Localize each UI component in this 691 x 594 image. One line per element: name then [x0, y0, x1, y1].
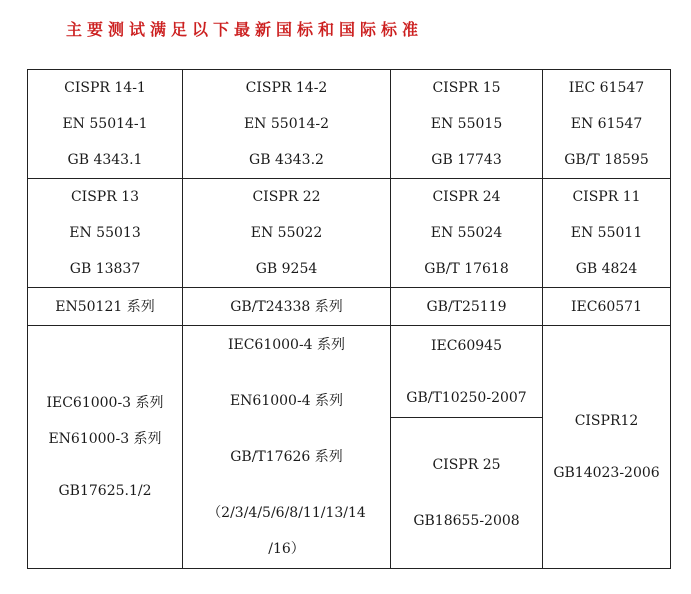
standard-label: GB 9254	[255, 261, 318, 277]
standard-label: CISPR 25	[432, 457, 501, 473]
standard-label: /16）	[268, 541, 305, 557]
standard-label: EN 55011	[570, 225, 643, 241]
standard-label: EN 55013	[69, 225, 141, 241]
table-cell	[183, 70, 391, 179]
standard-label: CISPR 14-1	[64, 80, 146, 96]
standard-label: EN 55015	[430, 116, 503, 132]
standard-label: GB 17743	[431, 152, 502, 168]
table-cell	[28, 70, 183, 179]
standard-label: GB 13837	[69, 261, 141, 277]
standard-label: CISPR 13	[70, 189, 140, 205]
table-cell	[28, 179, 183, 288]
standard-label: （2/3/4/5/6/8/11/13/14	[207, 505, 366, 521]
standard-label: GB18655-2008	[413, 513, 520, 529]
standard-label: CISPR 14-2	[245, 80, 328, 96]
table-cell	[391, 418, 543, 569]
table-cell	[183, 179, 391, 288]
table-row	[28, 326, 671, 418]
standard-label: GB14023-2006	[553, 465, 660, 481]
page-title: 主要测试满足以下最新国标和国际标准	[66, 20, 424, 39]
standard-label: EN 55014-2	[243, 116, 330, 132]
table-cell	[543, 326, 671, 569]
standard-label: GB 4824	[575, 261, 638, 277]
table-cell	[391, 70, 543, 179]
table-cell	[391, 179, 543, 288]
standard-label: CISPR 11	[572, 189, 641, 205]
table-row	[28, 70, 671, 179]
standard-label: GB/T 18595	[564, 152, 649, 168]
standards-table	[27, 69, 671, 569]
standard-label: IEC 61547	[568, 80, 645, 96]
standard-label: GB17625.1/2	[58, 483, 152, 499]
standard-label: EN 55014-1	[62, 116, 148, 132]
standard-label: GB 4343.1	[67, 152, 143, 168]
table-cell	[543, 70, 671, 179]
standard-label: CISPR 22	[252, 189, 321, 205]
table-cell: EN50121 系列	[28, 288, 183, 326]
table-cell: GB/T24338 系列	[183, 288, 391, 326]
table-row	[28, 179, 671, 288]
table-row	[28, 288, 671, 326]
table-cell	[391, 326, 543, 418]
standard-label: EN 55022	[250, 225, 323, 241]
standard-label: EN 55024	[430, 225, 503, 241]
table-cell: GB/T25119	[391, 288, 543, 326]
table-cell: IEC60571	[543, 288, 671, 326]
standard-label: CISPR 24	[432, 189, 501, 205]
table-cell	[28, 326, 183, 569]
standard-label: EN61000-4 系列	[229, 393, 344, 409]
standard-label: GB 4343.2	[249, 152, 324, 168]
standard-label: GB/T17626 系列	[230, 449, 343, 465]
standard-label: GB/T10250-2007	[406, 389, 527, 406]
standard-label: EN 61547	[570, 116, 643, 132]
table-cell	[543, 179, 671, 288]
standard-label: GB/T 17618	[424, 261, 509, 277]
standard-label: CISPR12	[574, 413, 639, 429]
standard-label: IEC61000-4 系列	[227, 337, 346, 353]
standard-label: IEC61000-3 系列	[46, 395, 164, 411]
standard-label: CISPR 15	[432, 80, 501, 96]
table-cell	[183, 326, 391, 569]
standard-label: EN61000-3 系列	[48, 431, 162, 447]
standard-label: IEC60945	[431, 337, 502, 354]
